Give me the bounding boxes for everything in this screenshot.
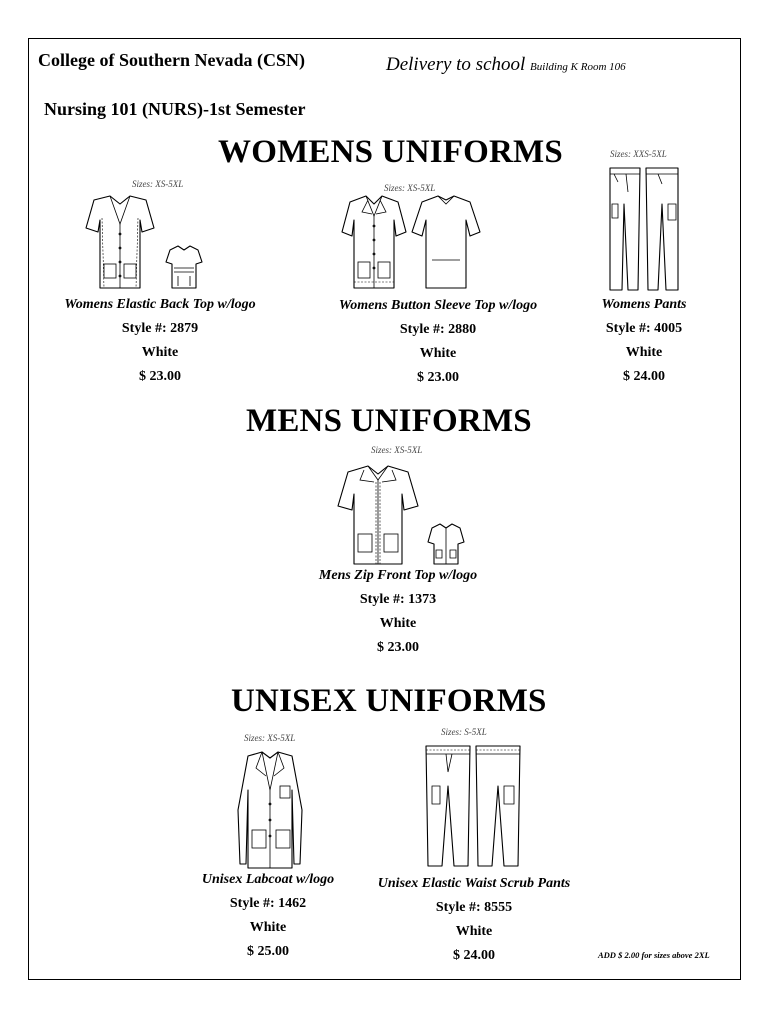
delivery-label: Delivery to school [386,54,526,75]
product-price: $ 25.00 [247,944,289,959]
product-price: $ 24.00 [453,948,495,963]
product-name: Womens Pants [601,297,687,312]
product-color: White [419,346,457,361]
womens-pants-icon [604,164,684,292]
product-price: $ 24.00 [623,369,665,384]
course-title: Nursing 101 (NURS)-1st Semester [44,99,306,119]
product-style: Style #: 1462 [229,896,307,911]
product-price: $ 23.00 [417,370,459,385]
product-name: Womens Elastic Back Top w/logo [64,297,256,312]
product-name: Unisex Elastic Waist Scrub Pants [377,876,571,891]
product-color: White [625,345,663,360]
womens-elastic-back-top-icon [66,194,216,292]
school-name: College of Southern Nevada (CSN) [38,50,305,70]
product-style: Style #: 4005 [605,321,683,336]
product-name: Unisex Labcoat w/logo [201,872,335,887]
product-sizes: Sizes: XS-5XL [244,733,296,743]
product-price: $ 23.00 [139,369,181,384]
product-style: Style #: 8555 [435,900,513,915]
product-name: Womens Button Sleeve Top w/logo [338,298,538,313]
womens-section-title: WOMENS UNIFORMS [218,134,563,170]
product-price: $ 23.00 [377,640,419,655]
womens-button-sleeve-top-icon [334,190,494,292]
product-sizes: Sizes: XXS-5XL [610,149,667,159]
product-color: White [249,920,287,935]
labcoat-icon [222,750,318,872]
product-sizes: Sizes: XS-5XL [132,179,184,189]
unisex-section-title: UNISEX UNIFORMS [231,683,547,719]
mens-zip-top-icon [328,462,468,568]
mens-section-title: MENS UNIFORMS [246,403,532,439]
product-name: Mens Zip Front Top w/logo [318,568,478,583]
product-style: Style #: 1373 [359,592,437,607]
product-color: White [455,924,493,939]
scrub-pants-icon [418,742,528,870]
product-color: White [379,616,417,631]
size-surcharge-note: ADD $ 2.00 for sizes above 2XL [598,950,710,960]
product-sizes: Sizes: S-5XL [441,727,487,737]
delivery-info [386,54,626,76]
product-sizes: Sizes: XS-5XL [371,445,423,455]
product-sizes: Sizes: XS-5XL [384,183,436,193]
delivery-location: Building K Room 106 [530,61,626,73]
product-style: Style #: 2879 [121,321,199,336]
product-style: Style #: 2880 [399,322,477,337]
product-color: White [141,345,179,360]
